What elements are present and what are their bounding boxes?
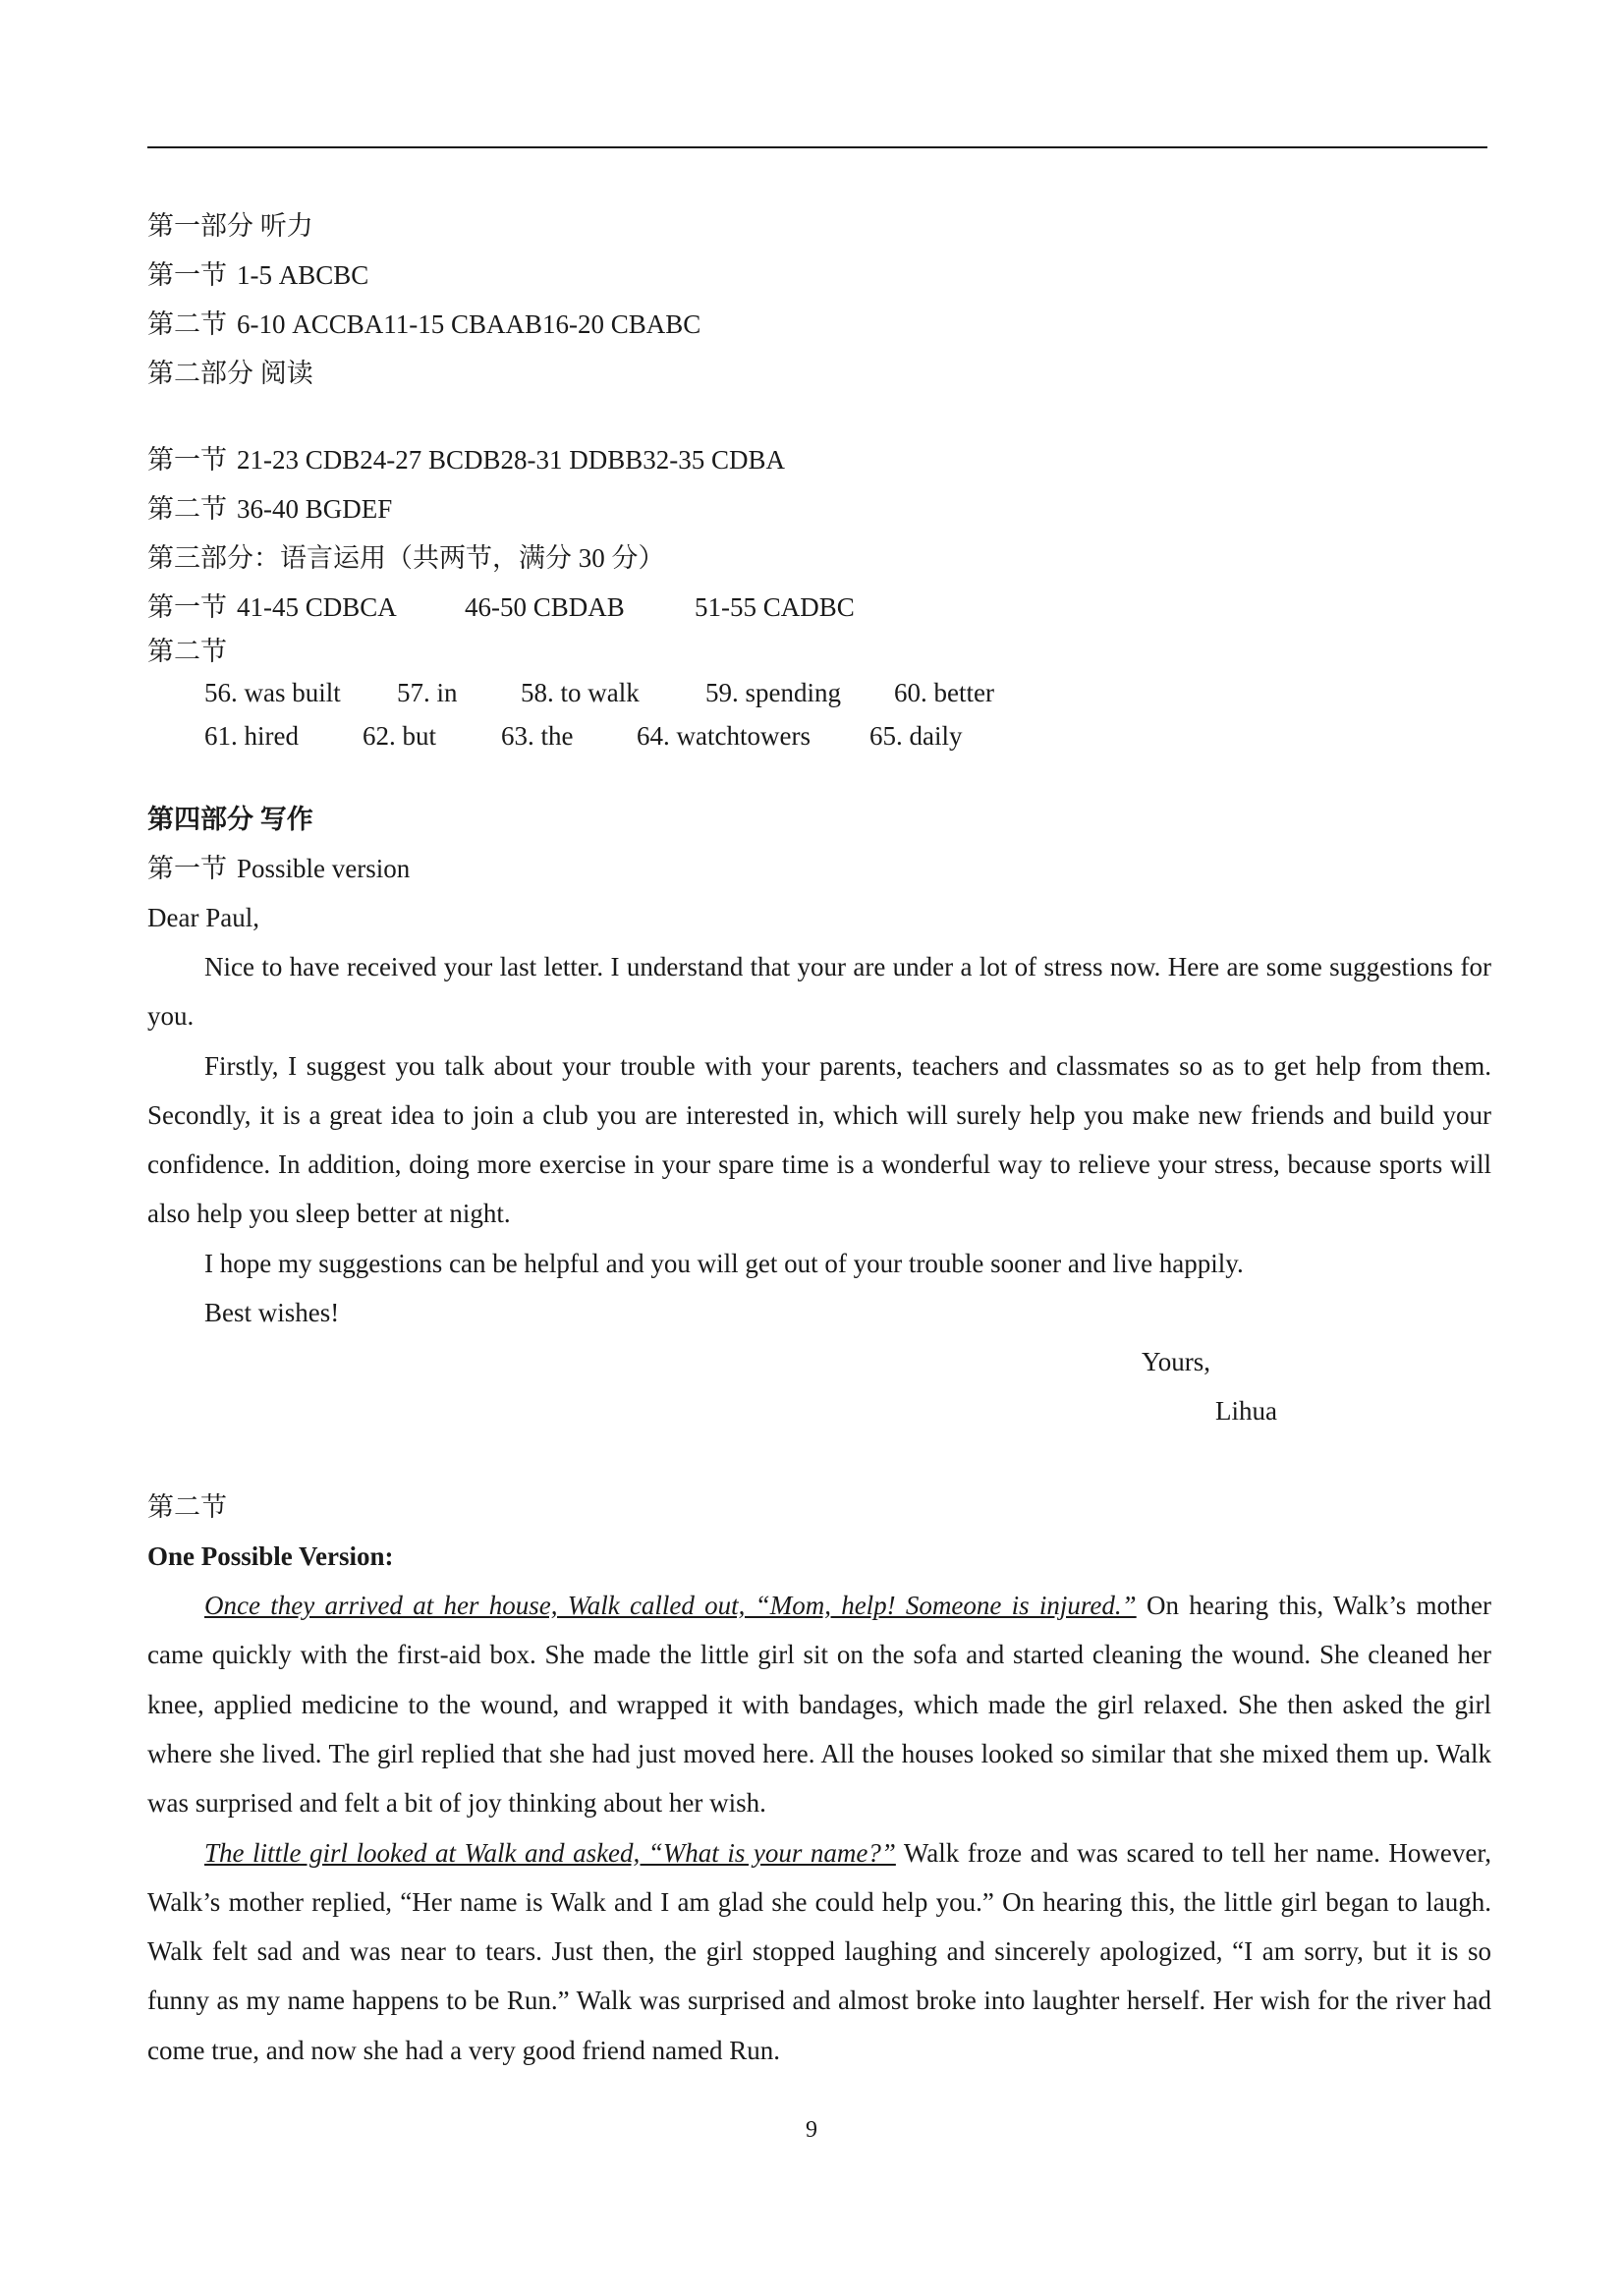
part4-title: 第四部分 写作	[147, 805, 313, 834]
section-label: 第二节	[147, 494, 227, 524]
letter-paragraph-1: Nice to have received your last letter. I understand that your are under a lot of stress now. Here are some suggestions for you.	[147, 952, 1491, 1032]
answer-item: 61. hired	[204, 721, 299, 751]
part2-title: 第二部分 阅读	[147, 359, 313, 388]
section-answers: 21-23 CDB24-27 BCDB28-31 DDBB32-35 CDBA	[237, 445, 786, 475]
letter-salutation: Dear Paul,	[147, 903, 259, 932]
section-label: 第一节	[147, 854, 227, 883]
part2-section1	[147, 435, 1491, 484]
section-answers: 1-5 ABCBC	[237, 260, 369, 290]
answer-group: 46-50 CBDAB	[465, 592, 625, 622]
letter-yours: Yours,	[1142, 1347, 1211, 1377]
header-rule	[147, 146, 1487, 148]
answer-item: 58. to walk	[521, 678, 640, 707]
section-answers: 36-40 BGDEF	[237, 494, 393, 524]
letter-closing: Best wishes!	[204, 1298, 340, 1328]
answer-item: 62. but	[363, 721, 437, 751]
answer-group: 51-55 CADBC	[695, 592, 855, 622]
section-title: Possible version	[237, 854, 411, 883]
answer-item: 60. better	[894, 678, 994, 707]
essay-body: Walk froze and was scared to tell her name. However, Walk’s mother replied, “Her name is Walk and I am glad she could help you.” On hearing this, the little girl began to laugh. Walk felt sad and was near to tears. Just then, the girl stopped laughing and sincerely apologized, “I am sorry, but it is so funny as my name happens to be Run.” Walk was surprised and almost broke into laughter herself. Her wish for the river had come true, and now she had a very good friend named Run.	[147, 1837, 1491, 2065]
essay-body: On hearing this, Walk’s mother came quickly with the first-aid box. She made the little girl sit on the sofa and started cleaning the wound. She cleaned her knee, applied medicine to the wound, and wrapped it with bandages, which made the girl relaxed. She then asked the girl where she lived. The girl replied that she had just moved here. All the houses looked so similar that she mixed them up. Walk was surprised and felt a bit of joy thinking about her wish.	[147, 1591, 1491, 1819]
section-label: 第一节	[147, 445, 227, 475]
answer-item: 63. the	[501, 721, 574, 751]
answer-item: 59. spending	[705, 678, 841, 707]
answer-row-2	[147, 714, 1491, 757]
answer-row-1	[147, 671, 1491, 714]
page-number: 9	[806, 2117, 817, 2143]
part1-title: 第一部分 听力	[147, 211, 313, 241]
part4-section2: 第二节	[147, 1492, 227, 1523]
part3-section1	[147, 583, 1491, 632]
essay-lead-sentence: Once they arrived at her house, Walk called out, “Mom, help! Someone is injured.”	[204, 1591, 1137, 1621]
essay-paragraph-2	[147, 1828, 1491, 2075]
part1-section1	[147, 251, 1491, 300]
answer-key	[147, 201, 1491, 2075]
letter-signature: Lihua	[1215, 1396, 1277, 1427]
section-label: 第一节	[147, 592, 227, 622]
letter-paragraph-2: Firstly, I suggest you talk about your trouble with your parents, teachers and classmates so as to get help from them. Secondly, it is a great idea to join a club you are interested in, which will surely help you make new friends and build your confidence. In addition, doing more exercise in your spare time is a wonderful way to relieve your stress, because sports will also help you sleep better at night.	[147, 1050, 1491, 1229]
version-title: One Possible Version:	[147, 1541, 394, 1572]
section-label: 第二节	[147, 309, 227, 339]
part1-section2	[147, 300, 1491, 349]
part3-title: 第三部分：语言运用（共两节，满分 30 分）	[147, 543, 665, 573]
answer-group: 41-45 CDBCA	[237, 592, 397, 622]
answer-item: 65. daily	[869, 721, 963, 751]
essay-paragraph-1	[147, 1581, 1491, 1827]
part4-section1	[147, 844, 1491, 893]
answer-item: 56. was built	[204, 678, 341, 707]
part3-section2: 第二节	[147, 637, 227, 666]
answer-item: 57. in	[397, 678, 458, 707]
part2-section2	[147, 484, 1491, 533]
letter-paragraph-3: I hope my suggestions can be helpful and you will get out of your trouble sooner and live happily.	[204, 1248, 1244, 1278]
answer-item: 64. watchtowers	[637, 721, 811, 751]
section-answers: 6-10 ACCBA11-15 CBAAB16-20 CBABC	[237, 309, 701, 339]
section-label: 第一节	[147, 260, 227, 290]
essay-lead-sentence: The little girl looked at Walk and asked, “What is your name?”	[204, 1837, 896, 1868]
